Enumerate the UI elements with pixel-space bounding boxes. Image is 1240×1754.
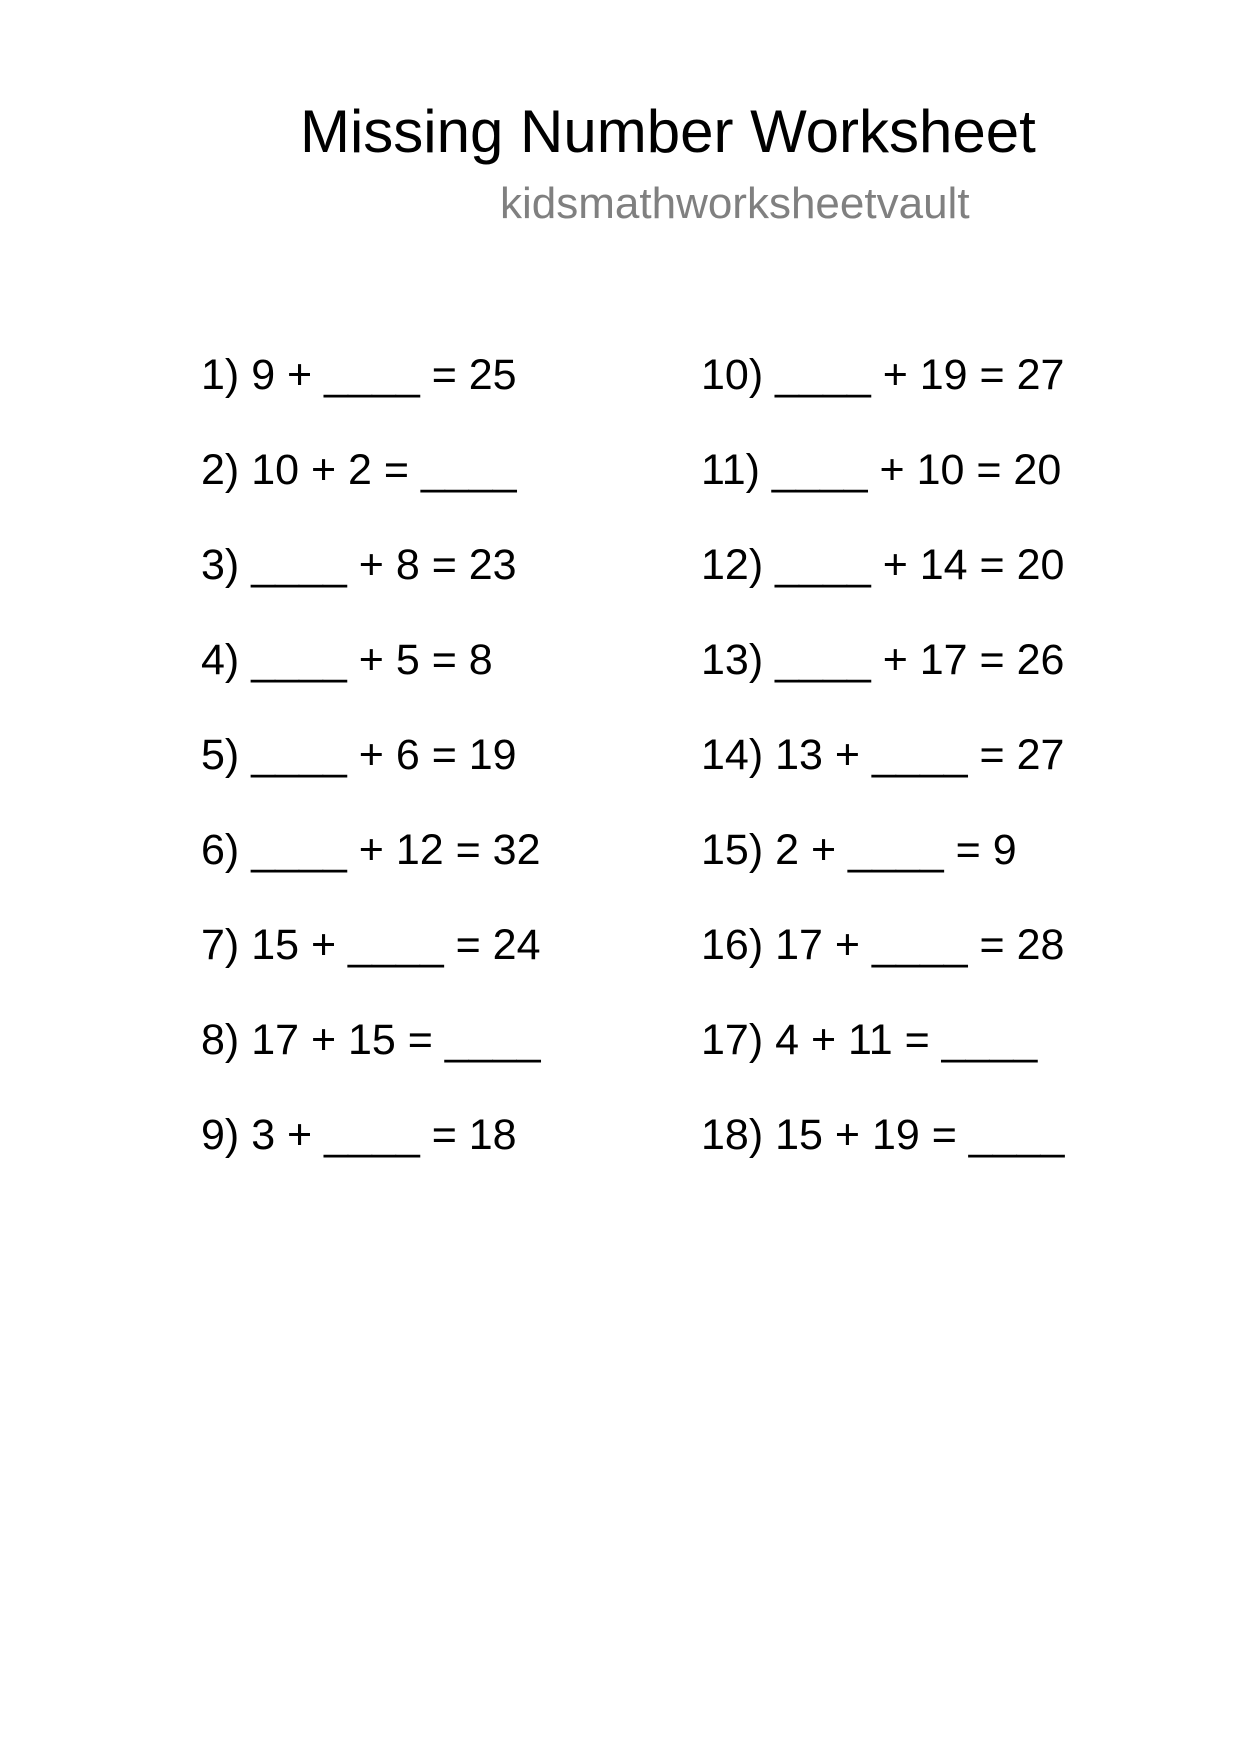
problem-number: 2) xyxy=(201,446,240,494)
problem-item xyxy=(701,729,1064,824)
problem-equation: ____ + 10 = 20 xyxy=(771,446,1062,494)
problem-equation: 9 + ____ = 25 xyxy=(251,351,517,399)
problem-item xyxy=(701,1109,1064,1204)
problem-number: 7) xyxy=(201,921,240,969)
problem-number: 14) xyxy=(701,731,764,779)
page-subtitle: kidsmathworksheetvault xyxy=(500,179,970,228)
problem-number: 3) xyxy=(201,541,240,589)
problem-number: 17) xyxy=(701,1016,764,1064)
problem-equation: ____ + 12 = 32 xyxy=(251,826,541,874)
problem-equation: ____ + 17 = 26 xyxy=(775,636,1065,684)
problem-equation: 15 + 19 = ____ xyxy=(775,1111,1065,1159)
problem-equation: 15 + ____ = 24 xyxy=(251,921,541,969)
problem-number: 13) xyxy=(701,636,764,684)
problem-number: 8) xyxy=(201,1016,240,1064)
problem-item xyxy=(701,349,1064,444)
problem-item xyxy=(701,444,1064,539)
problem-equation: ____ + 14 = 20 xyxy=(775,541,1065,589)
problem-item xyxy=(201,824,541,919)
problem-number: 16) xyxy=(701,921,764,969)
problem-number: 18) xyxy=(701,1111,764,1159)
problem-number: 6) xyxy=(201,826,240,874)
problem-number: 4) xyxy=(201,636,240,684)
problem-equation: 4 + 11 = ____ xyxy=(775,1016,1038,1064)
problems-left-column xyxy=(201,349,541,1204)
problem-number: 9) xyxy=(201,1111,240,1159)
problem-item xyxy=(201,1014,541,1109)
problem-item xyxy=(701,539,1064,634)
problem-equation: 3 + ____ = 18 xyxy=(251,1111,517,1159)
problem-equation: 13 + ____ = 27 xyxy=(775,731,1065,779)
problem-item xyxy=(201,634,541,729)
problem-number: 1) xyxy=(201,351,240,399)
problem-item xyxy=(201,349,541,444)
problem-equation: 10 + 2 = ____ xyxy=(251,446,517,494)
problem-number: 15) xyxy=(701,826,764,874)
problem-number: 10) xyxy=(701,351,764,399)
problem-number: 5) xyxy=(201,731,240,779)
problems-right-column xyxy=(701,349,1064,1204)
problem-item xyxy=(201,444,541,539)
problem-equation: ____ + 19 = 27 xyxy=(775,351,1065,399)
problem-item xyxy=(201,919,541,1014)
problem-equation: 2 + ____ = 9 xyxy=(775,826,1017,874)
problem-item xyxy=(701,824,1064,919)
problem-equation: 17 + 15 = ____ xyxy=(251,1016,541,1064)
problem-equation: 17 + ____ = 28 xyxy=(775,921,1065,969)
problem-item xyxy=(201,539,541,634)
problem-item xyxy=(701,919,1064,1014)
problem-item xyxy=(701,1014,1064,1109)
problem-equation: ____ + 5 = 8 xyxy=(251,636,493,684)
problem-item xyxy=(201,729,541,824)
problem-number: 12) xyxy=(701,541,764,589)
problem-equation: ____ + 8 = 23 xyxy=(251,541,517,589)
problem-item xyxy=(201,1109,541,1204)
problem-item xyxy=(701,634,1064,729)
problem-number: 11) xyxy=(701,446,760,494)
problem-equation: ____ + 6 = 19 xyxy=(251,731,517,779)
page-title: Missing Number Worksheet xyxy=(300,98,1036,165)
